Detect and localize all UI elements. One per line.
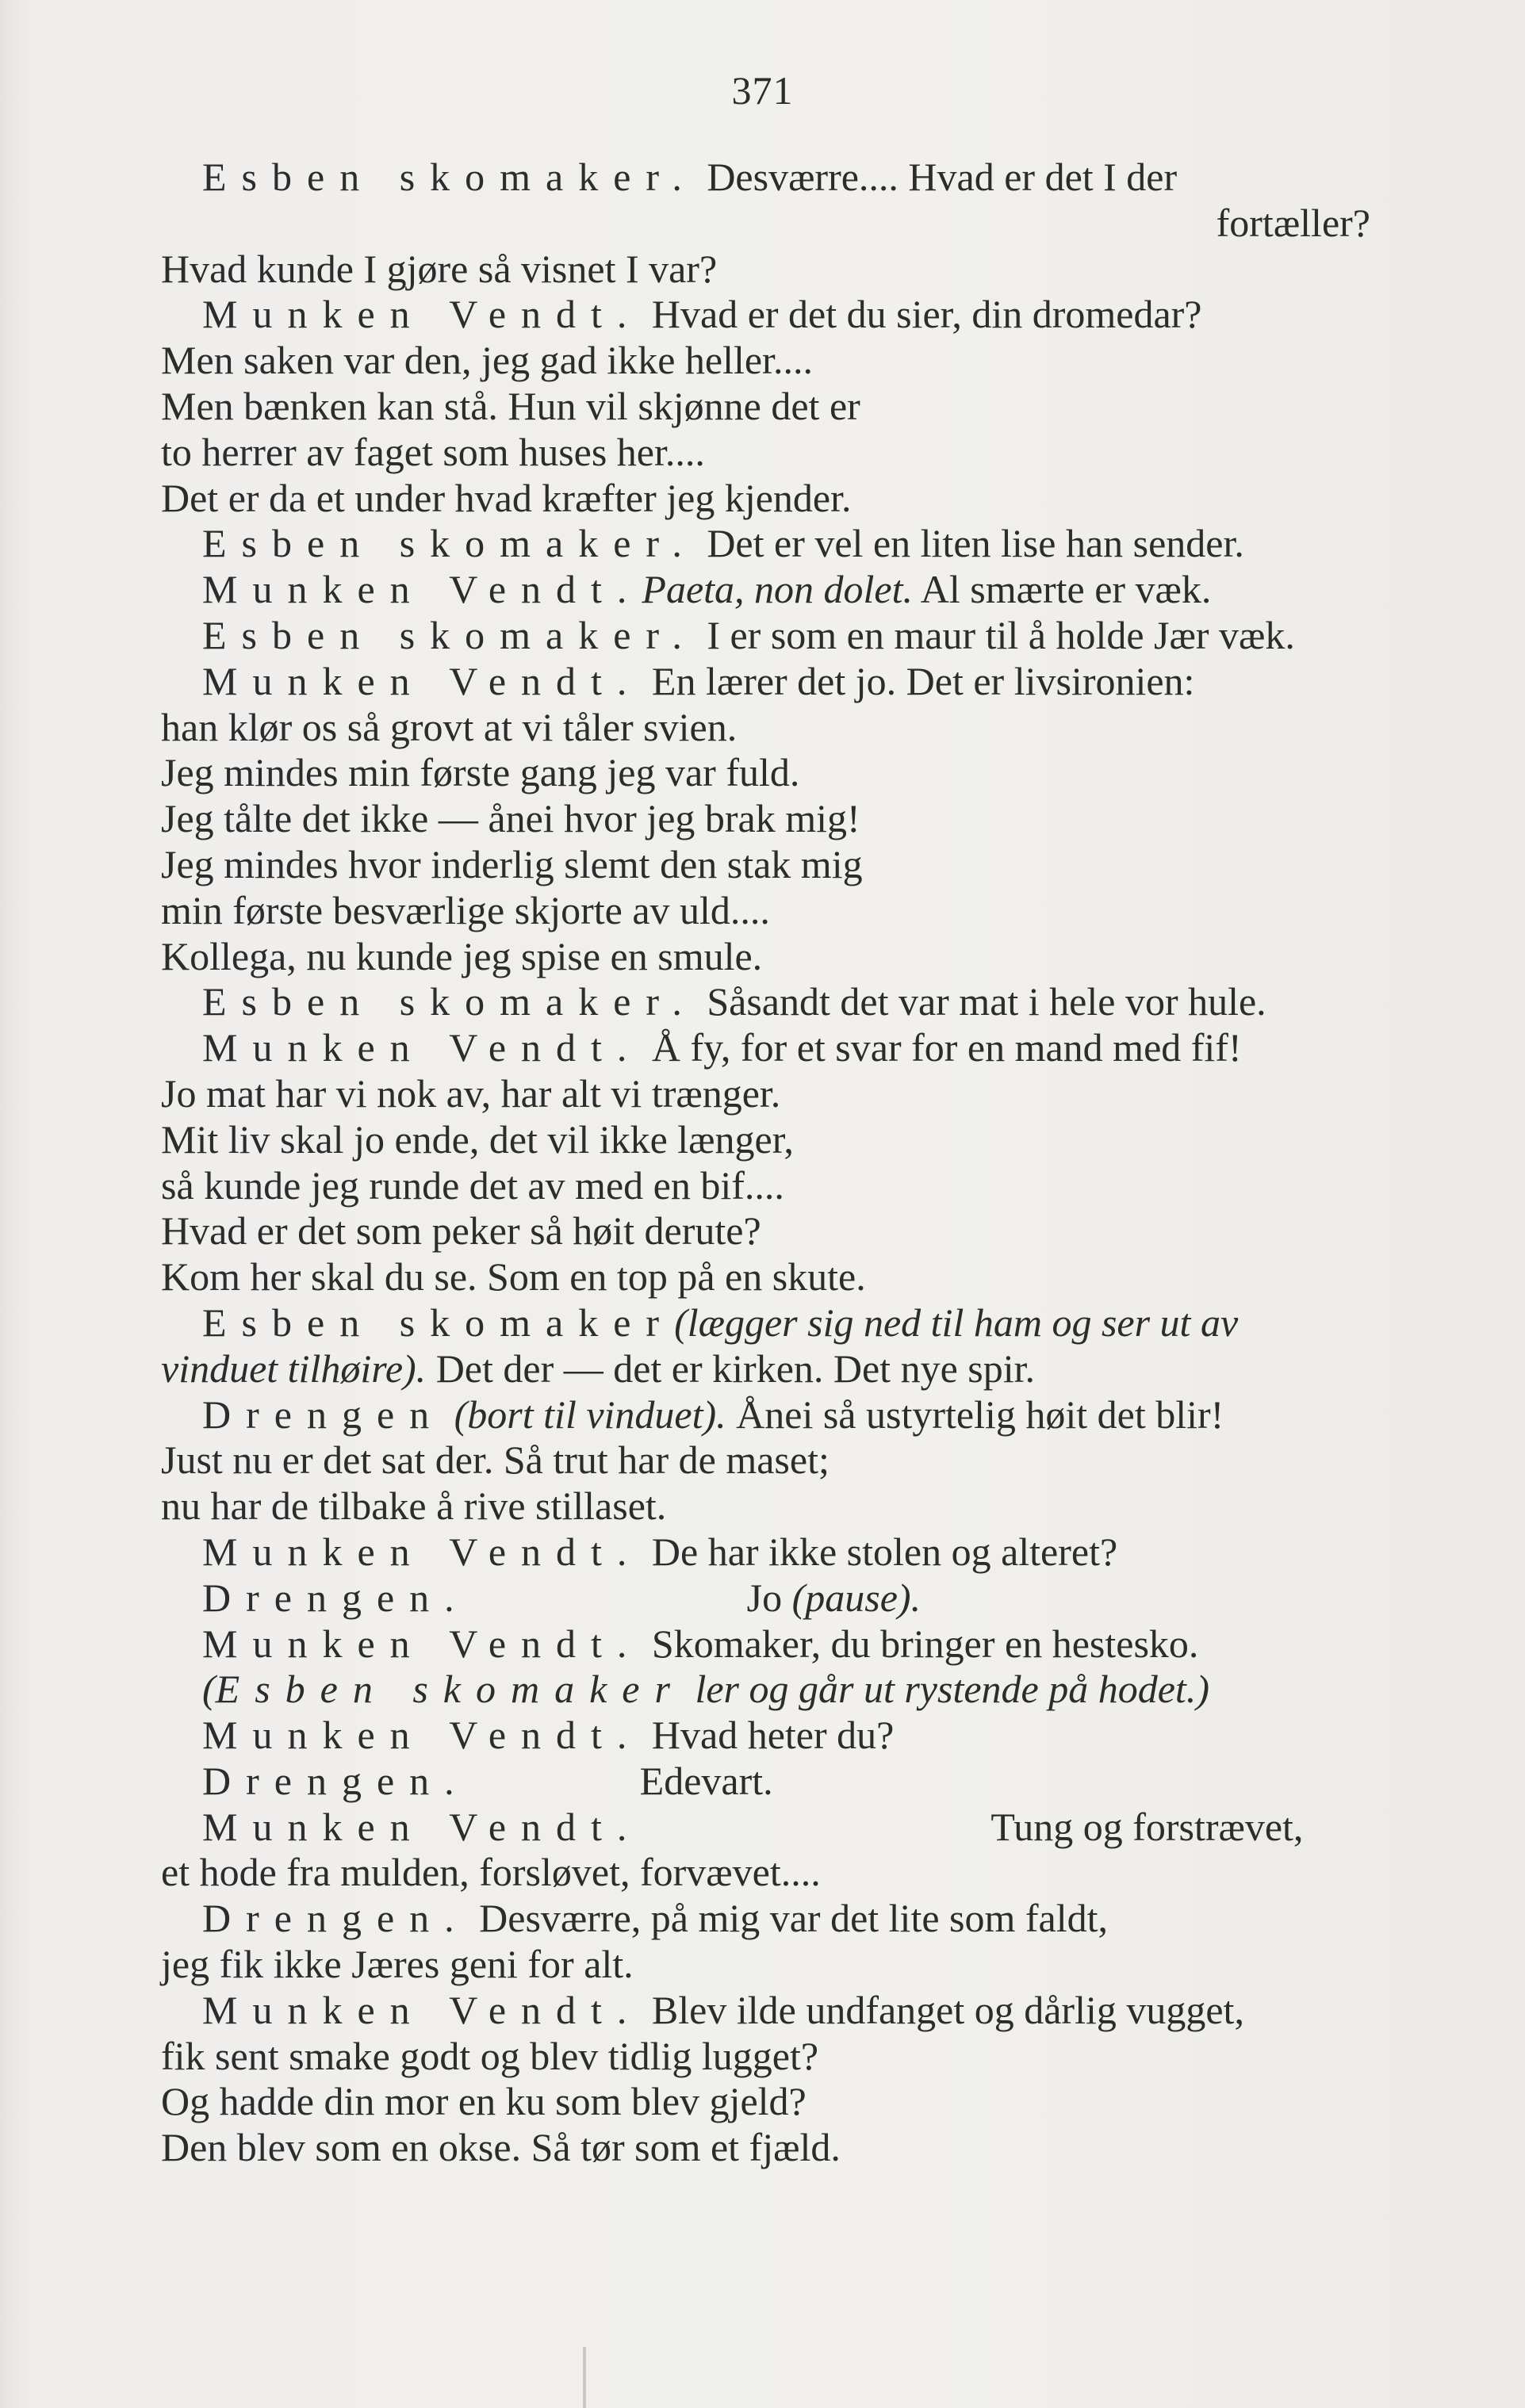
line-text: Jo xyxy=(746,1575,792,1620)
margin-mark xyxy=(583,2347,586,2408)
text-line xyxy=(161,1163,1370,1209)
text-line xyxy=(161,1713,1370,1759)
line-text: Hvad heter du? xyxy=(642,1713,895,1758)
speaker-name: Drengen. xyxy=(202,1575,469,1620)
text-line xyxy=(161,1208,1370,1254)
speaker-name: Esben skomaker xyxy=(215,1667,685,1712)
text-line xyxy=(161,521,1370,567)
line-text: Jeg tålte det ikke — ånei hvor jeg brak mig! xyxy=(161,796,860,841)
line-text: et hode fra mulden, forsløvet, forvævet.... xyxy=(161,1850,821,1895)
line-text: Men bænken kan stå. Hun vil skjønne det er xyxy=(161,383,860,428)
line-text: En lærer det jo. Det er livsironien: xyxy=(642,658,1195,703)
line-text: Jo mat har vi nok av, har alt vi trænger. xyxy=(161,1070,781,1116)
verse-text xyxy=(161,155,1370,2171)
speaker-name: Esben skomaker xyxy=(202,1300,675,1345)
text-line xyxy=(161,1117,1370,1163)
text-line xyxy=(161,567,1370,613)
speaker-name: Esben skomaker. xyxy=(202,521,697,566)
text-line xyxy=(161,613,1370,659)
text-line xyxy=(161,201,1370,247)
speaker-name: Munken Vendt. xyxy=(202,292,642,337)
text-line xyxy=(161,1346,1370,1392)
stage-direction: Paeta, non dolet. xyxy=(642,567,914,612)
text-line xyxy=(161,338,1370,384)
line-text: Tung og forstrævet, xyxy=(990,1804,1304,1849)
line-text: Skomaker, du bringer en hestesko. xyxy=(642,1621,1199,1666)
line-text: fortæller? xyxy=(1216,200,1370,245)
line-text: han klør os så grovt at vi tåler svien. xyxy=(161,704,738,749)
text-line xyxy=(161,1438,1370,1483)
text-line xyxy=(161,1392,1370,1438)
speaker-name: Drengen. xyxy=(202,1758,469,1803)
text-line xyxy=(161,1667,1370,1713)
speaker-name: Munken Vendt. xyxy=(202,1621,642,1666)
line-text: Å fy, for et svar for en mand med fif! xyxy=(642,1025,1242,1070)
stage-direction: ler og går ut rystende på hodet.) xyxy=(684,1667,1209,1712)
line-text: Just nu er det sat der. Så trut har de maset; xyxy=(161,1438,830,1483)
speaker-name: Esben skomaker. xyxy=(202,979,697,1024)
line-text: Edevart. xyxy=(639,1758,773,1803)
line-text: Hvad er det som peker så høit derute? xyxy=(161,1208,761,1254)
text-line xyxy=(161,1529,1370,1575)
text-line xyxy=(161,1759,1370,1805)
speaker-name: Munken Vendt. xyxy=(202,1713,642,1758)
speaker-name: Munken Vendt. xyxy=(202,1529,642,1574)
line-text: Ånei så ustyrtelig høit det blir! xyxy=(726,1392,1224,1437)
text-line xyxy=(161,1805,1370,1851)
speaker-name: Munken Vendt. xyxy=(202,1025,642,1070)
text-line xyxy=(161,1575,1370,1621)
text-line xyxy=(161,1621,1370,1667)
text-line xyxy=(161,1254,1370,1300)
line-text: fik sent smake godt og blev tidlig lugget? xyxy=(161,2033,819,2078)
speaker-name: Drengen xyxy=(202,1392,445,1437)
line-text: Kollega, nu kunde jeg spise en smule. xyxy=(161,933,763,978)
line-text: Men saken var den, jeg gad ikke heller.... xyxy=(161,338,813,383)
text-line xyxy=(161,1896,1370,1942)
text-line xyxy=(161,842,1370,888)
text-line xyxy=(161,1942,1370,1988)
line-text: nu har de tilbake å rive stillaset. xyxy=(161,1483,667,1529)
text-line xyxy=(161,2125,1370,2171)
text-line xyxy=(161,476,1370,522)
text-line xyxy=(161,1300,1370,1346)
line-text: Hvad er det du sier, din dromedar? xyxy=(642,292,1202,337)
speaker-name: Munken Vendt. xyxy=(202,658,642,703)
text-line xyxy=(161,2079,1370,2125)
line-text: Jeg mindes min første gang jeg var fuld. xyxy=(161,750,800,795)
speaker-name: Munken Vendt. xyxy=(202,1987,642,2032)
line-text: Desværre, på mig var det lite som faldt, xyxy=(469,1896,1109,1941)
text-line xyxy=(161,384,1370,430)
text-line xyxy=(161,750,1370,796)
line-text: Kom her skal du se. Som en top på en skute. xyxy=(161,1254,866,1300)
speaker-name: Drengen. xyxy=(202,1896,469,1941)
line-text: Og hadde din mor en ku som blev gjeld? xyxy=(161,2079,807,2124)
line-text: Hvad kunde I gjøre så visnet I var? xyxy=(161,246,718,291)
line-text: min første besværlige skjorte av uld.... xyxy=(161,887,770,932)
text-line xyxy=(161,888,1370,934)
line-text: Jeg mindes hvor inderlig slemt den stak mig xyxy=(161,841,863,886)
page-number: 371 xyxy=(731,68,794,113)
text-line xyxy=(161,1025,1370,1071)
text-line xyxy=(161,659,1370,705)
text-line xyxy=(161,430,1370,476)
text-line xyxy=(161,979,1370,1025)
text-line xyxy=(161,2034,1370,2080)
stage-direction: ( xyxy=(202,1667,216,1712)
text-line xyxy=(161,247,1370,293)
line-text: så kunde jeg runde det av med en bif.... xyxy=(161,1162,784,1208)
line-text: Mit liv skal jo ende, det vil ikke længer, xyxy=(161,1116,794,1162)
text-line xyxy=(161,1483,1370,1529)
line-text: Det der — det er kirken. Det nye spir. xyxy=(426,1346,1036,1391)
text-line xyxy=(161,796,1370,842)
stage-direction: (pause). xyxy=(791,1575,922,1620)
speaker-name: Esben skomaker. xyxy=(202,155,697,199)
speaker-name: Munken Vendt. xyxy=(202,1804,642,1849)
text-line xyxy=(161,155,1370,201)
line-text: De har ikke stolen og alteret? xyxy=(642,1529,1118,1574)
line-text: Det er da et under hvad kræfter jeg kjender. xyxy=(161,475,852,520)
line-text: jeg fik ikke Jæres geni for alt. xyxy=(161,1942,634,1987)
speaker-name: Munken Vendt. xyxy=(202,567,642,612)
line-text: Den blev som en okse. Så tør som et fjæld. xyxy=(161,2125,841,2170)
text-line xyxy=(161,292,1370,338)
line-text: Såsandt det var mat i hele vor hule. xyxy=(696,979,1266,1024)
speaker-name: Esben skomaker. xyxy=(202,612,697,657)
line-text: I er som en maur til å holde Jær væk. xyxy=(696,612,1295,657)
line-text: Det er vel en liten lise han sender. xyxy=(696,521,1244,566)
text-line xyxy=(161,1988,1370,2034)
stage-direction: (lægger sig ned til ham og ser ut av xyxy=(674,1300,1239,1345)
stage-direction: vinduet tilhøire). xyxy=(161,1346,427,1391)
line-text: Al smærte er væk. xyxy=(913,567,1212,612)
text-line xyxy=(161,705,1370,751)
line-text: Blev ilde undfanget og dårlig vugget, xyxy=(642,1987,1244,2032)
stage-direction: (bort til vinduet). xyxy=(444,1392,726,1437)
text-line xyxy=(161,1850,1370,1896)
line-text: Desværre.... Hvad er det I der xyxy=(696,155,1178,199)
line-text: to herrer av faget som huses her.... xyxy=(161,429,705,474)
text-line xyxy=(161,934,1370,980)
text-line xyxy=(161,1071,1370,1117)
